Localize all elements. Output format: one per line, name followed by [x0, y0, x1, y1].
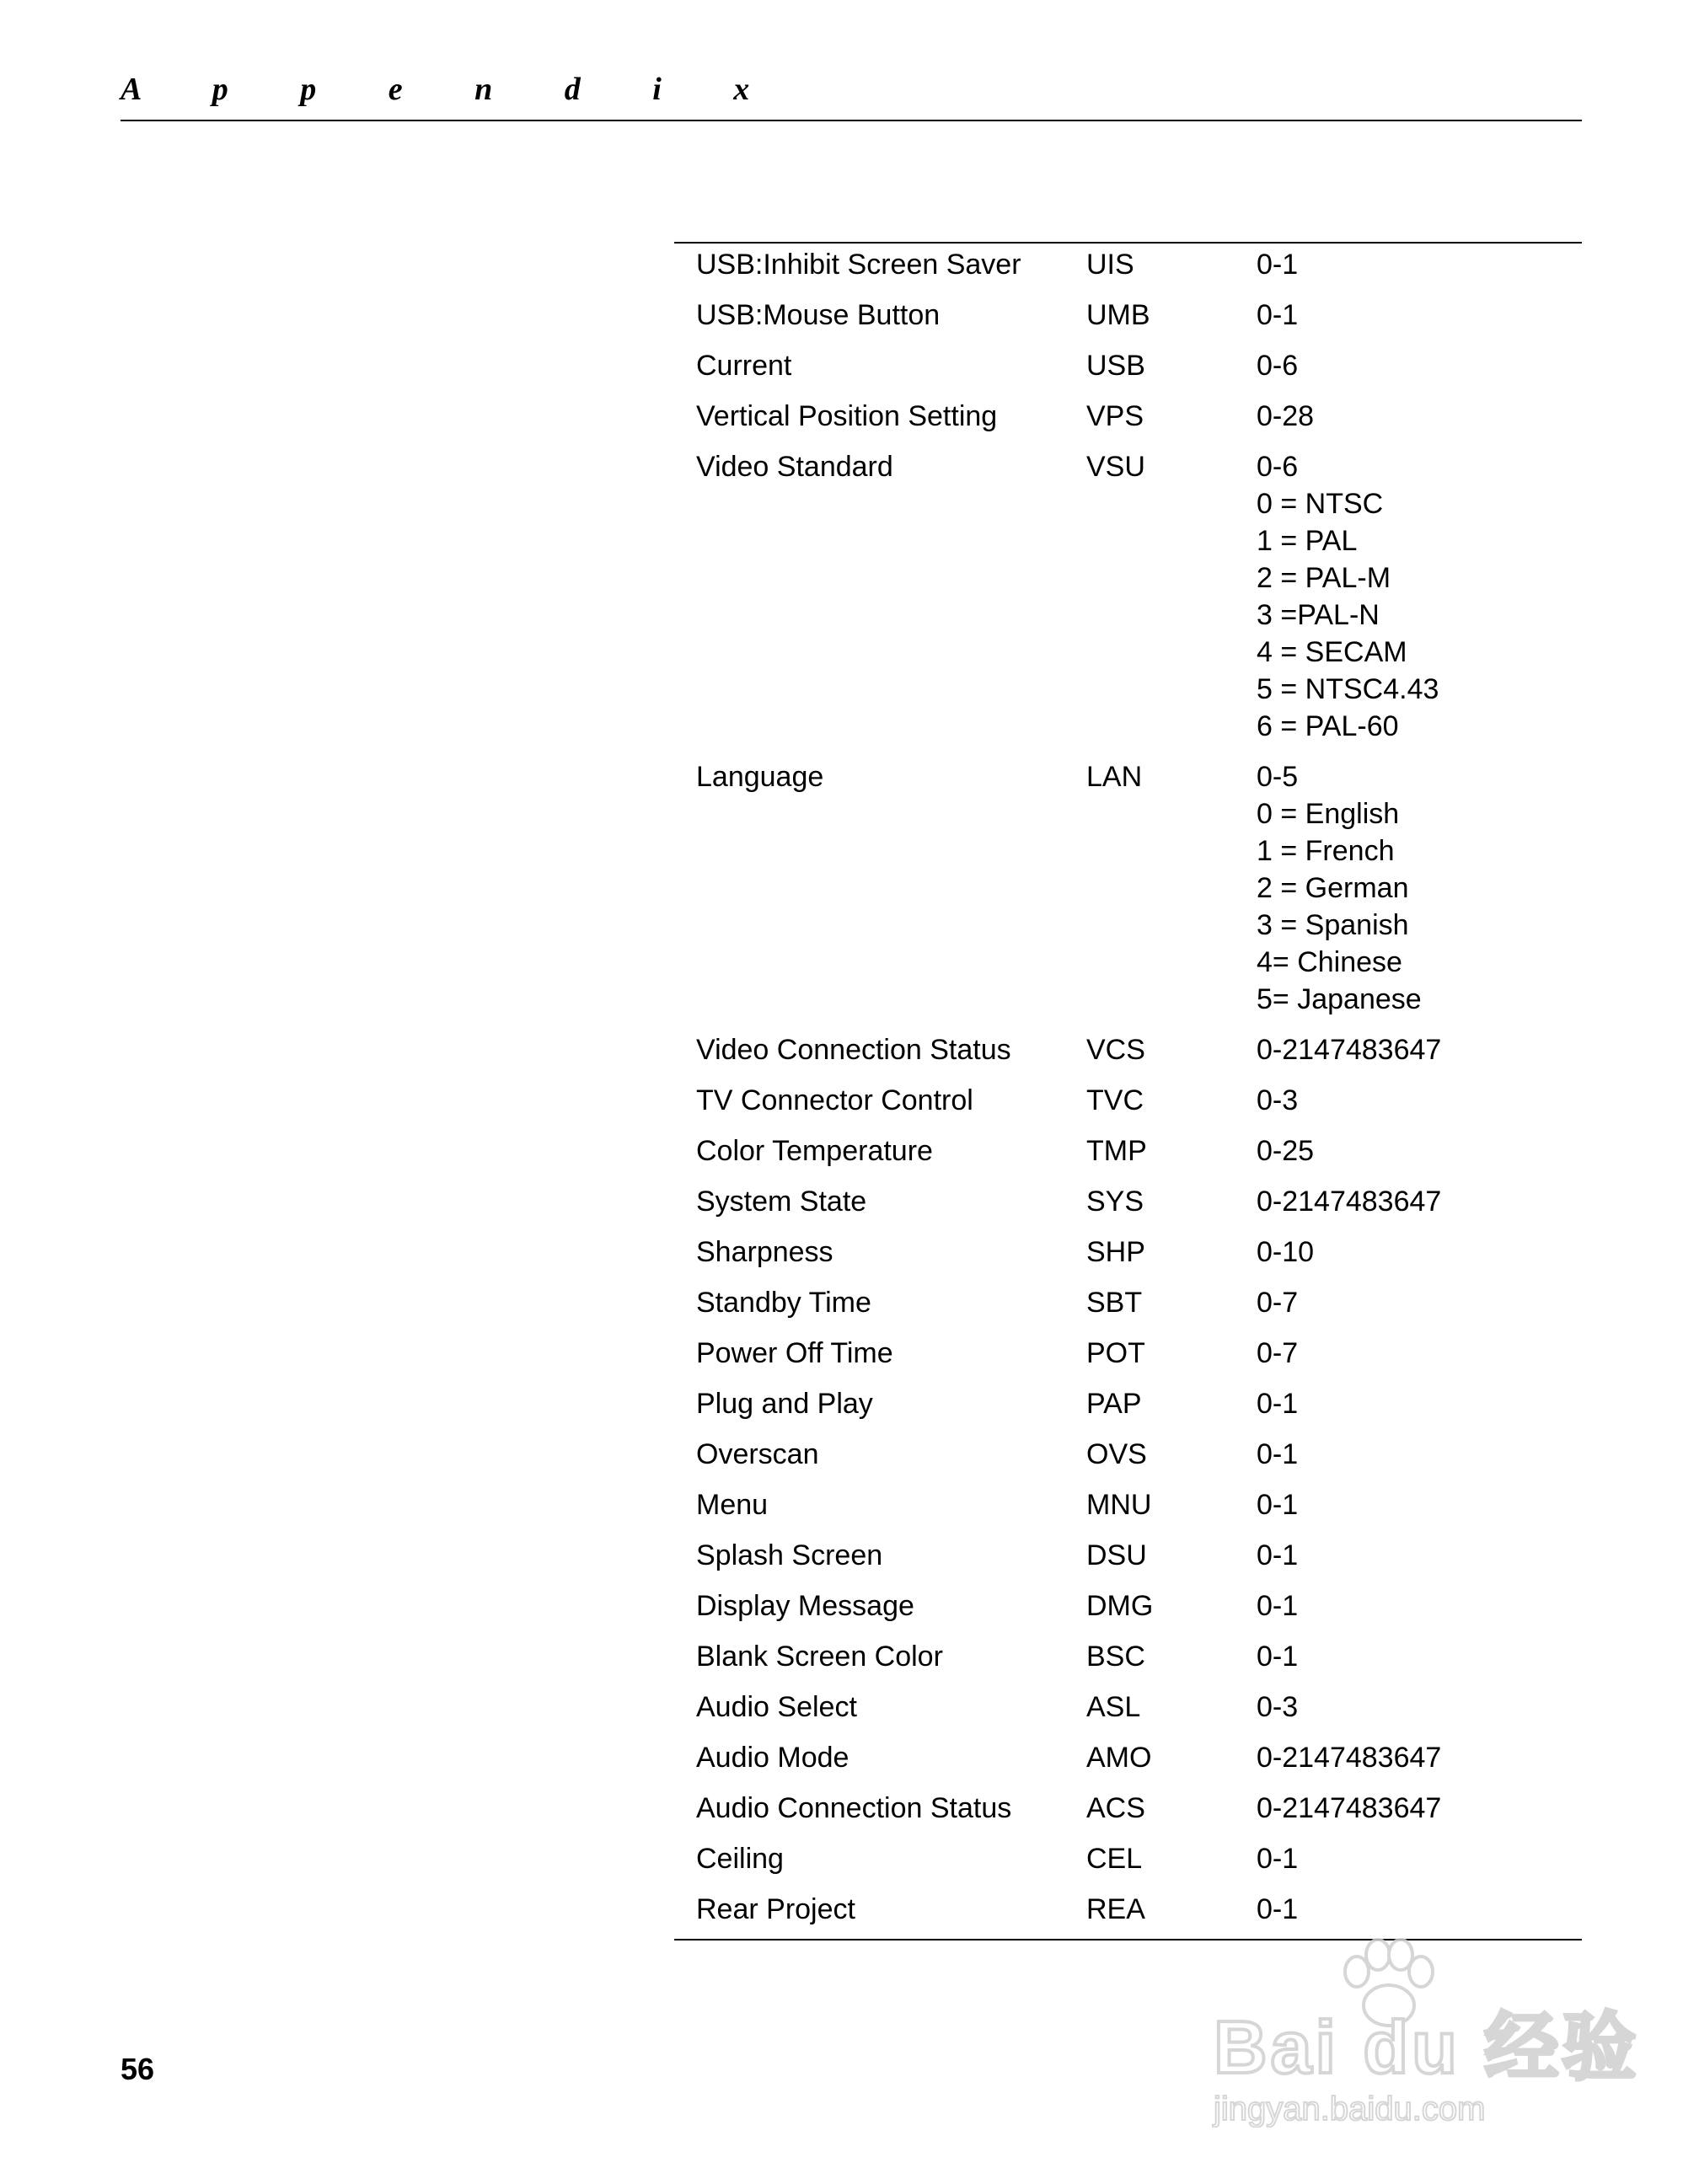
range-value: 0-1 — [1257, 249, 1299, 281]
range-value: 0-6 — [1257, 451, 1299, 483]
row-name: System State — [696, 1186, 867, 1218]
range-value: 0-7 — [1257, 1287, 1299, 1319]
row-range — [1257, 1385, 1573, 1422]
row-code: LAN — [1086, 761, 1143, 793]
row-range — [1257, 1739, 1573, 1776]
row-range — [1257, 1587, 1573, 1625]
range-value: 0-5 — [1257, 761, 1299, 793]
option-line: 1 = PAL — [1257, 525, 1358, 557]
range-value: 0-7 — [1257, 1337, 1299, 1369]
option-line: 3 = Spanish — [1257, 909, 1409, 941]
row-code: VSU — [1086, 451, 1145, 483]
row-name: Audio Connection Status — [696, 1792, 1012, 1824]
row-range — [1257, 1284, 1573, 1321]
row-name: USB:Inhibit Screen Saver — [696, 249, 1021, 281]
range-value: 0-1 — [1257, 1590, 1299, 1622]
range-value: 0-1 — [1257, 1893, 1299, 1925]
row-name: Current — [696, 350, 792, 382]
table-row — [696, 1284, 1573, 1321]
row-name: Audio Select — [696, 1691, 857, 1723]
row-name: Audio Mode — [696, 1742, 850, 1774]
row-range — [1257, 297, 1573, 334]
row-name: Sharpness — [696, 1236, 833, 1268]
row-range — [1257, 1183, 1573, 1220]
range-value: 0-3 — [1257, 1691, 1299, 1723]
row-code: USB — [1086, 350, 1145, 382]
table-row — [696, 1031, 1573, 1068]
row-range — [1257, 246, 1573, 283]
row-range — [1257, 1537, 1573, 1574]
row-range — [1257, 448, 1573, 745]
row-range — [1257, 1436, 1573, 1473]
table-row — [696, 1132, 1573, 1170]
table-row — [696, 246, 1573, 283]
range-value: 0-2147483647 — [1257, 1186, 1442, 1218]
table-row — [696, 1689, 1573, 1726]
table-row — [696, 1840, 1573, 1877]
row-range — [1257, 1891, 1573, 1928]
row-code: AMO — [1086, 1742, 1152, 1774]
table-row — [696, 1385, 1573, 1422]
table-row — [696, 1335, 1573, 1372]
range-value: 0-2147483647 — [1257, 1792, 1442, 1824]
row-name: TV Connector Control — [696, 1084, 973, 1116]
table-row — [696, 1183, 1573, 1220]
table-row — [696, 1587, 1573, 1625]
range-value: 0-1 — [1257, 1843, 1299, 1875]
row-code: TVC — [1086, 1084, 1144, 1116]
row-code: VCS — [1086, 1034, 1145, 1066]
table-row — [696, 1790, 1573, 1827]
row-range — [1257, 758, 1573, 1018]
row-code: VPS — [1086, 400, 1144, 432]
row-code: REA — [1086, 1893, 1145, 1925]
row-range — [1257, 398, 1573, 435]
watermark-url: jingyan.baidu.com — [1214, 2090, 1486, 2128]
row-name: Video Connection Status — [696, 1034, 1011, 1066]
row-name: Power Off Time — [696, 1337, 893, 1369]
option-line: 2 = PAL-M — [1257, 562, 1391, 594]
row-code: SBT — [1086, 1287, 1143, 1319]
table-row — [696, 1486, 1573, 1523]
table-row — [696, 1891, 1573, 1928]
range-value: 0-10 — [1257, 1236, 1315, 1268]
range-value: 0-25 — [1257, 1135, 1315, 1167]
table-row — [696, 1436, 1573, 1473]
row-range — [1257, 347, 1573, 384]
row-code: UMB — [1086, 299, 1150, 331]
row-name: Ceiling — [696, 1843, 784, 1875]
row-code: CEL — [1086, 1843, 1143, 1875]
range-value: 0-28 — [1257, 400, 1315, 432]
page-number: 56 — [121, 2052, 155, 2086]
row-name: USB:Mouse Button — [696, 299, 941, 331]
row-code: DSU — [1086, 1539, 1147, 1571]
range-value: 0-1 — [1257, 1641, 1299, 1673]
row-code: OVS — [1086, 1438, 1147, 1470]
range-value: 0-3 — [1257, 1084, 1299, 1116]
row-code: PAP — [1086, 1388, 1142, 1420]
table-row — [696, 297, 1573, 334]
row-range — [1257, 1689, 1573, 1726]
table-row — [696, 758, 1573, 1018]
row-code: BSC — [1086, 1641, 1145, 1673]
row-code: SHP — [1086, 1236, 1145, 1268]
option-line: 1 = French — [1257, 835, 1395, 867]
range-value: 0-2147483647 — [1257, 1742, 1442, 1774]
row-code: POT — [1086, 1337, 1145, 1369]
row-range — [1257, 1790, 1573, 1827]
row-name: Blank Screen Color — [696, 1641, 943, 1673]
row-code: MNU — [1086, 1489, 1152, 1521]
range-value: 0-6 — [1257, 350, 1299, 382]
option-line: 3 =PAL-N — [1257, 599, 1380, 631]
range-value: 0-1 — [1257, 1539, 1299, 1571]
row-code: TMP — [1086, 1135, 1147, 1167]
row-name: Video Standard — [696, 451, 893, 483]
option-line: 2 = German — [1257, 872, 1409, 904]
option-line: 0 = English — [1257, 798, 1400, 830]
row-range — [1257, 1082, 1573, 1119]
option-line: 6 = PAL-60 — [1257, 710, 1399, 742]
range-value: 0-2147483647 — [1257, 1034, 1442, 1066]
table-row — [696, 1739, 1573, 1776]
row-name: Color Temperature — [696, 1135, 933, 1167]
range-value: 0-1 — [1257, 1489, 1299, 1521]
watermark — [1205, 1930, 1640, 2132]
range-value: 0-1 — [1257, 1388, 1299, 1420]
table-row — [696, 448, 1573, 745]
row-range — [1257, 1335, 1573, 1372]
option-line: 4 = SECAM — [1257, 636, 1407, 668]
row-name: Vertical Position Setting — [696, 400, 998, 432]
table-row — [696, 347, 1573, 384]
command-table — [696, 246, 1573, 1941]
range-value: 0-1 — [1257, 299, 1299, 331]
row-code: ASL — [1086, 1691, 1141, 1723]
table-row — [696, 1082, 1573, 1119]
watermark-brand: Bai du 经验 — [1214, 2005, 1640, 2089]
table-row — [696, 1638, 1573, 1675]
header-divider — [121, 120, 1582, 121]
row-code: UIS — [1086, 249, 1134, 281]
range-value: 0-1 — [1257, 1438, 1299, 1470]
option-line: 0 = NTSC — [1257, 488, 1384, 520]
option-line: 4= Chinese — [1257, 946, 1402, 978]
row-name: Plug and Play — [696, 1388, 873, 1420]
row-range — [1257, 1132, 1573, 1170]
option-line: 5 = NTSC4.43 — [1257, 673, 1439, 705]
row-range — [1257, 1234, 1573, 1271]
table-row — [696, 398, 1573, 435]
row-range — [1257, 1840, 1573, 1877]
row-name: Rear Project — [696, 1893, 855, 1925]
row-name: Splash Screen — [696, 1539, 883, 1571]
row-code: DMG — [1086, 1590, 1154, 1622]
table-row — [696, 1234, 1573, 1271]
option-line: 5= Japanese — [1257, 983, 1422, 1015]
table-top-divider — [674, 242, 1582, 244]
row-name: Menu — [696, 1489, 769, 1521]
table-row — [696, 1537, 1573, 1574]
row-range — [1257, 1031, 1573, 1068]
row-code: SYS — [1086, 1186, 1144, 1218]
row-range — [1257, 1486, 1573, 1523]
row-code: ACS — [1086, 1792, 1145, 1824]
row-name: Display Message — [696, 1590, 914, 1622]
row-range — [1257, 1638, 1573, 1675]
row-name: Language — [696, 761, 824, 793]
row-name: Standby Time — [696, 1287, 871, 1319]
page-header-title: A p p e n d i x — [121, 72, 782, 107]
row-name: Overscan — [696, 1438, 819, 1470]
